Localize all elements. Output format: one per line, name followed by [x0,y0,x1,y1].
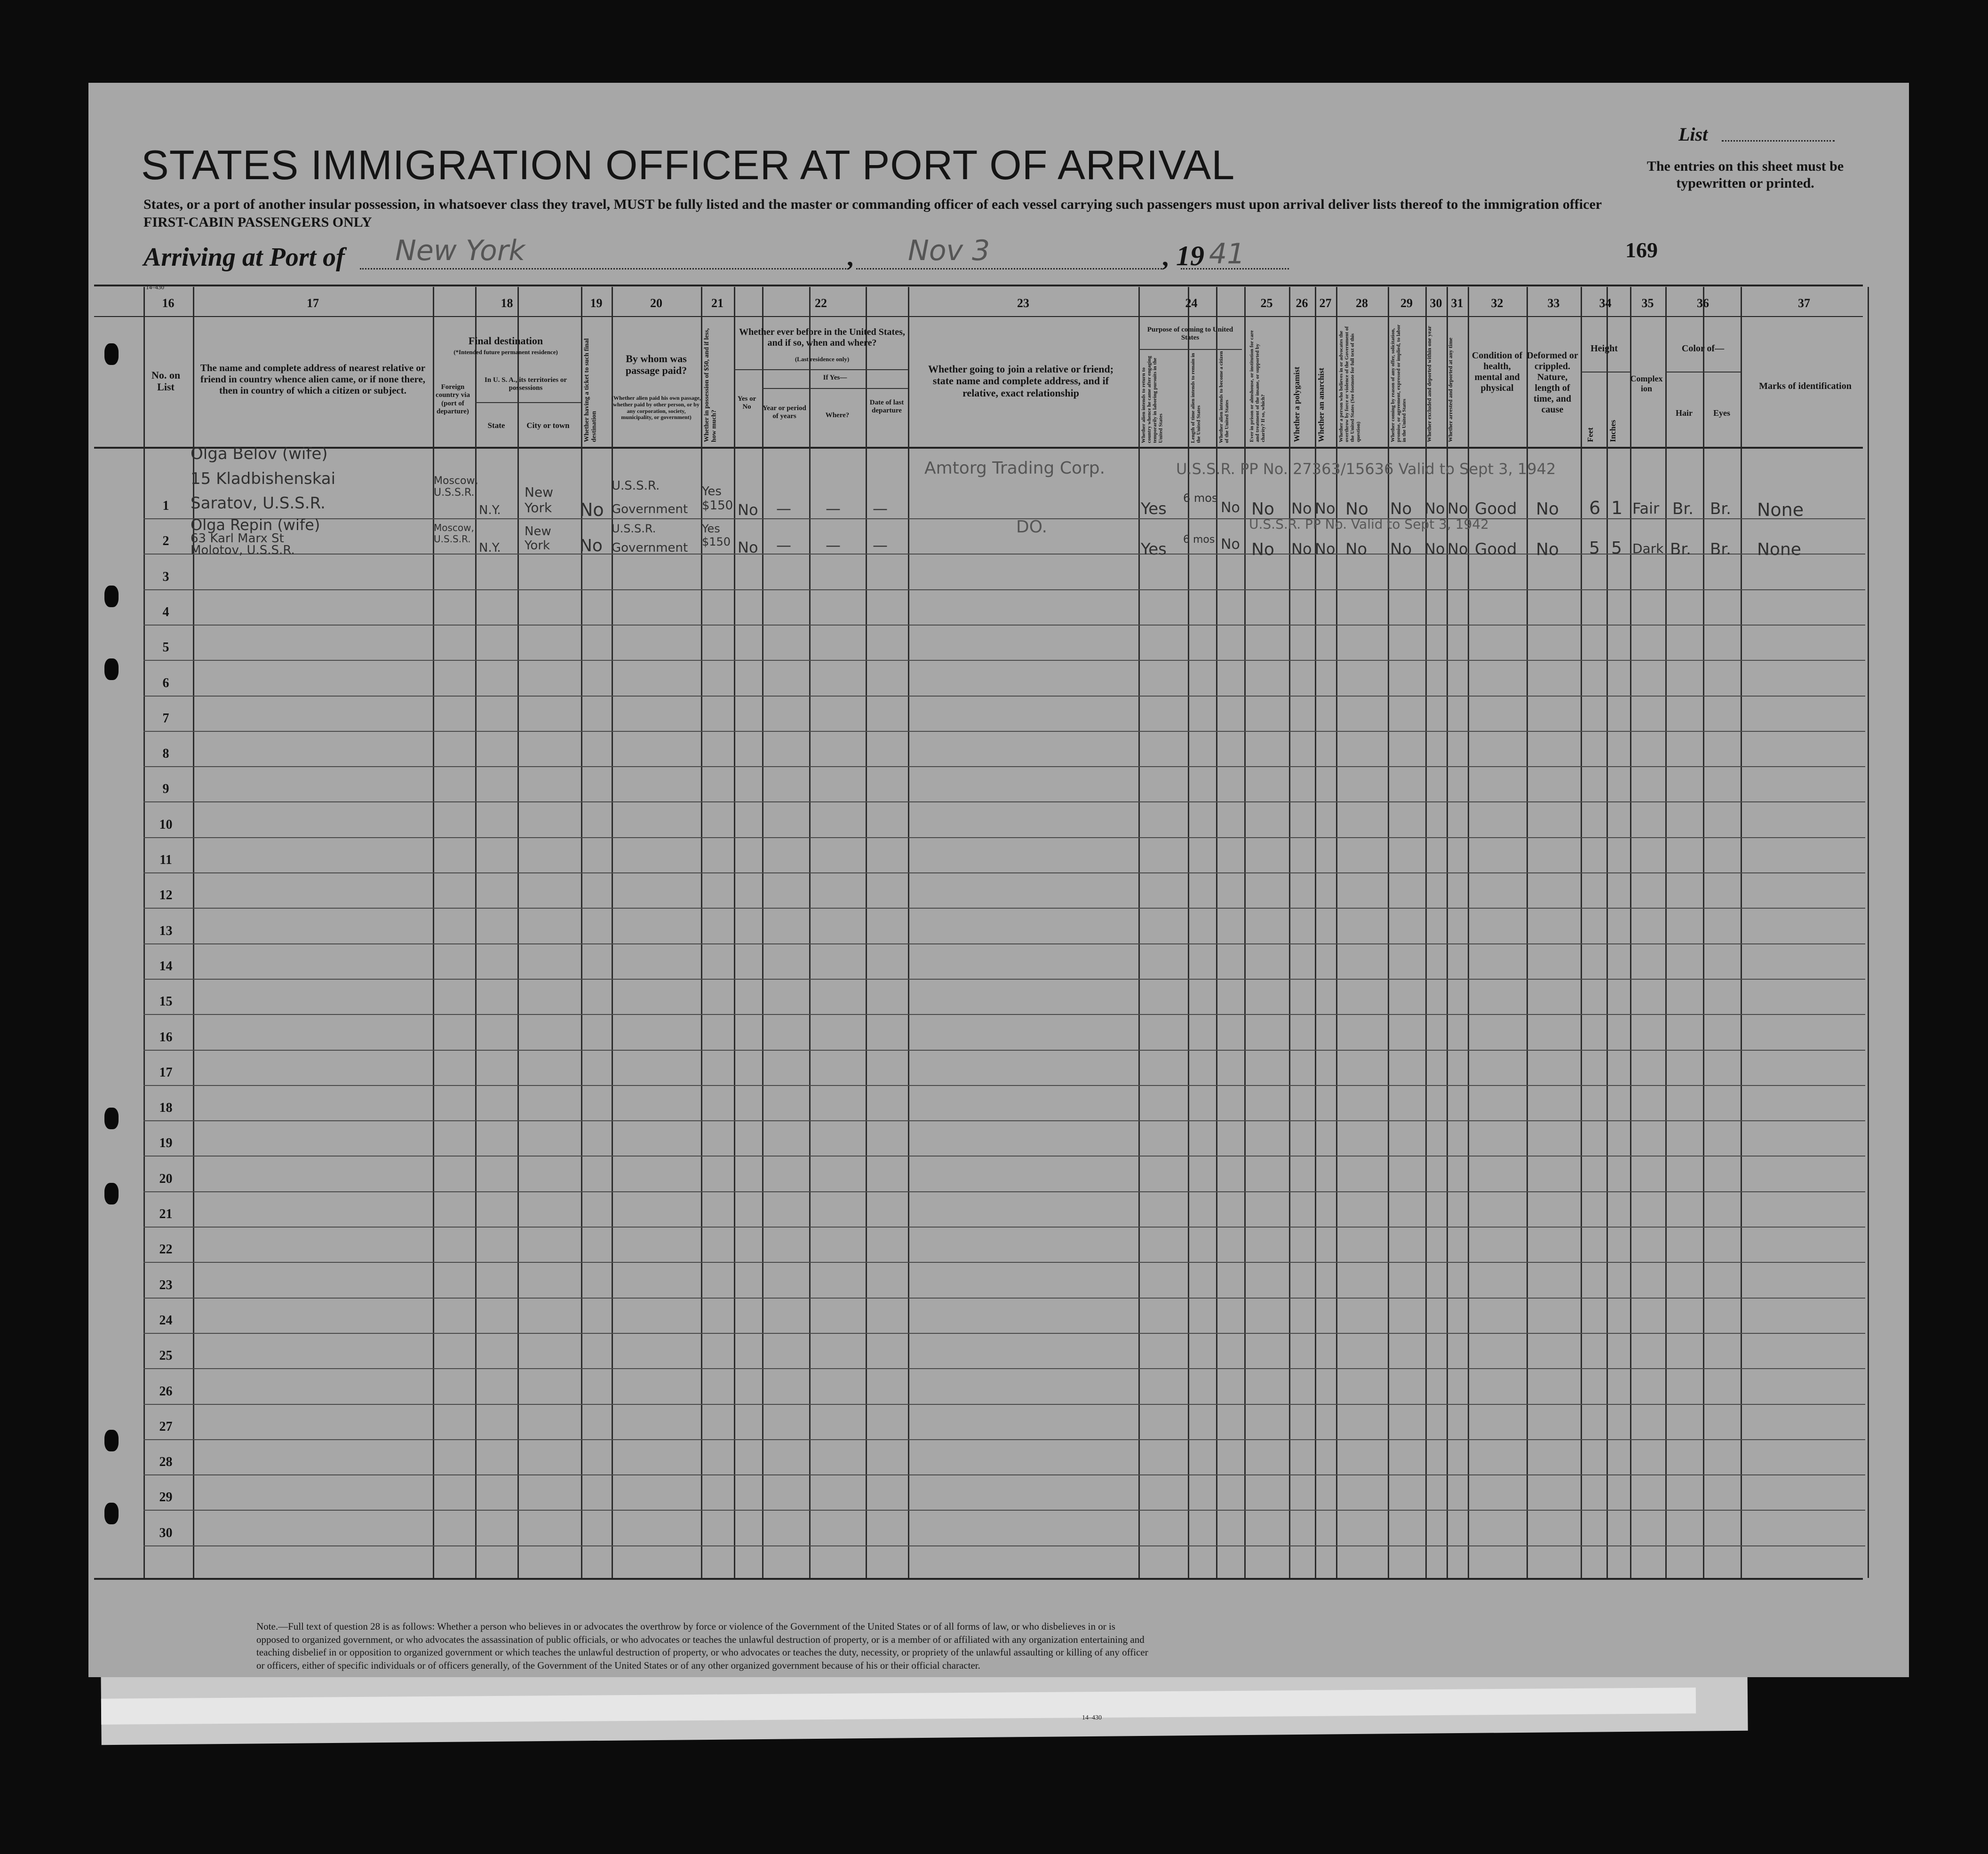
header-feet: Feet [1586,427,1595,442]
header-passage-paid-sub: (Whether alien paid his own passage, whether paid by other person, or by any corporation, society, municipality, or government) [612,395,701,421]
row-number: 11 [159,853,172,867]
row2-money: Yes $150 [702,522,731,548]
header-state: State [487,421,505,430]
row1-state: N.Y. [479,503,501,517]
footnote-question-28: Note.—Full text of question 28 is as follows: Whether a person who believes in or advocates the overthrow by force or violence of the Government of the United States or of all forms of law, or who disbelieves in or is opposed to organized government, or who advocates the assassination of public officials, or who advocates or teaches the unlawful destruction of property, or is a member of or affiliated with any organization entertaining and teaching disbelief in or opposition to organized government or which teaches the unlawful destruction of property, or who advocates or teaches the duty, necessity, or propriety of the unlawful assaulting or killing of any officer or officers, either of specific individuals or of officers generally, of the Government of the United States or of any other organized government because of his or their official character. [256,1621,1148,1672]
row-number: 5 [162,640,169,655]
header-final-destination: Final destination [468,335,543,347]
column-number: 24 [1185,296,1198,310]
year-prefix: 19 [1176,240,1204,271]
column-line [1703,287,1704,1578]
row-number: 19 [159,1136,173,1151]
port-line [360,268,849,269]
row1-year: — [776,499,791,517]
column-number: 30 [1430,296,1442,310]
header-foreign-country: Foreign country via (port of departure) [436,383,470,415]
row-line [143,766,1865,767]
column-number: 25 [1260,296,1273,310]
row2-prison: No [1251,540,1274,559]
form-code: 14–430 [1082,1714,1102,1721]
row1-prison: No [1251,499,1274,519]
binder-hole [104,1503,119,1524]
row-line [143,625,1865,626]
column-line [809,287,811,1578]
row1-city: New York [525,484,554,515]
row2-passport-note: U.S.S.R. PP No. Valid to Sept 3, 1942 [1249,516,1489,532]
column-line [1315,287,1316,1578]
row2-deformed: No [1536,540,1559,559]
column-line [734,287,735,1578]
row1-relative-city: Saratov, U.S.S.R. [191,494,326,513]
arriving-label: Arriving at Port of [143,243,345,272]
header-last-departure: Date of last departure [869,399,904,415]
column-line [1188,287,1189,1578]
row-line [143,1510,1865,1511]
header-relative: The name and complete address of nearest relative or friend in country whence alien came, or if none there, then in country of which a citizen or subject. [200,362,426,396]
header-sub-rule [475,402,581,403]
row-number: 1 [162,499,169,513]
column-line [1606,287,1608,1578]
column-line [1447,287,1448,1578]
binder-hole [104,1108,119,1129]
column-number: 19 [590,296,603,310]
header-city: City or town [526,421,570,430]
column-line [1741,287,1742,1578]
header-question-28: Whether a person who believes in or advocates the overthrow by force or violence of the Government of the United States (See footnote for full text of this question) [1338,326,1361,442]
row-line [143,696,1865,697]
row1-passport-note: U.S.S.R. PP No. 27363/15636 Valid to Sept 3, 1942 [1176,460,1556,478]
column-number: 37 [1798,296,1810,310]
row-line [143,1085,1865,1086]
row-line [143,589,1865,590]
header-final-destination-sub: (*Intended future permanent residence) [453,349,558,356]
column-number: 36 [1697,296,1709,310]
header-excluded: Whether excluded and deported within one year [1426,325,1432,442]
header-if-yes: If Yes— [823,374,847,381]
header-joining: Whether going to join a relative or friend; state name and complete address, and if relative, exact relationship [928,363,1114,399]
header-anarchist: Whether an anarchist [1317,367,1326,442]
header-sub-rule [762,388,908,389]
row2-passage-by: U.S.S.R. [612,522,656,535]
column-number: 20 [650,296,662,310]
table-top-rule [94,285,1863,286]
column-line [1138,287,1140,1578]
row-number: 12 [159,888,173,903]
row2-polygamist: No [1291,540,1312,558]
header-hair: Hair [1676,408,1693,418]
row2-anarchist: No [1315,540,1336,558]
header-fifty-dollars: Whether in possession of $50, and if less, how much? [703,328,718,442]
row1-passage-gov: Government [612,502,688,516]
column-line [1665,287,1667,1578]
port-value: New York [395,234,525,267]
column-line [1581,287,1582,1578]
header-last-residence: (Last residence only) [795,356,850,363]
column-line [866,287,867,1578]
row-number: 9 [162,782,169,797]
row1-departure: — [873,499,888,517]
row-line [143,801,1865,802]
row2-where: — [826,536,841,554]
column-line [908,287,909,1578]
row2-marks: None [1757,540,1801,559]
header-where: Where? [825,412,850,419]
row-number: 21 [159,1207,173,1221]
row-number: 23 [159,1277,173,1292]
row1-joining: Amtorg Trading Corp. [924,459,1105,478]
row-number: 27 [159,1419,173,1434]
row2-return: Yes [1141,540,1167,559]
header-deported: Whether arrested and deported at any time [1447,337,1454,442]
column-number: 35 [1641,296,1654,310]
header-purpose-citizen: Whether alien intends to become a citizen of the United States [1218,351,1230,443]
header-no-on-list: No. on List [151,369,181,393]
column-line [581,287,582,1578]
row-number: 20 [159,1171,173,1186]
form-code-top: 14–430 [146,284,164,291]
row-line [143,1474,1865,1475]
row1-passage-by: U.S.S.R. [612,479,660,493]
row1-ever-before: No [738,501,758,519]
row-line [143,1227,1865,1228]
binder-hole [104,1183,119,1204]
row-number: 30 [159,1525,173,1540]
row1-length: 6 mos [1183,491,1218,505]
row-line [143,908,1865,909]
column-line [1216,287,1217,1578]
column-number: 27 [1319,296,1332,310]
sheet-number: 169 [1625,238,1658,262]
row-line [143,872,1865,873]
row-line [143,660,1865,661]
row-number: 25 [159,1348,173,1363]
header-complexion: Complexion [1630,374,1663,393]
column-number: 34 [1599,296,1612,310]
row-number: 29 [159,1490,173,1505]
header-purpose: Purpose of coming to United States [1147,326,1233,342]
row1-ticket: No [580,499,604,520]
column-line [1425,287,1427,1578]
row1-q31: No [1447,499,1468,517]
row-number: 7 [162,711,169,726]
row-number: 18 [159,1101,173,1116]
row2-ever-before: No [738,539,758,556]
binder-hole [104,1430,119,1451]
row1-citizen: No [1221,499,1240,516]
row1-hair: Br. [1672,499,1694,518]
row-line [143,1404,1865,1405]
row2-q29: No [1390,540,1412,559]
binder-hole [104,586,119,607]
row2-q28: No [1345,540,1368,559]
comma: , [1162,243,1169,272]
column-number: 18 [501,296,513,310]
column-line [1468,287,1469,1578]
subtitle: States, or a port of another insular possession, in whatsoever class they travel, MUST be fully listed and the master or commanding officer of each vessel carrying such passengers must upon arrival deliver lists thereof to the immigration officer [143,197,1602,212]
row2-inches: 5 [1611,539,1622,558]
header-year: Year or period of years [763,404,806,420]
header-ticket: Whether having a ticket to such final destination [583,338,598,442]
column-line [1527,287,1528,1578]
list-line [1722,140,1835,142]
row2-relative-name: Olga Repin (wife) [191,516,320,534]
page-title: STATES IMMIGRATION OFFICER AT PORT OF ARRIVAL [141,142,1235,188]
row1-q30: No [1424,499,1445,517]
column-line [701,287,702,1578]
first-cabin-label: FIRST-CABIN PASSENGERS ONLY [143,214,372,230]
header-purpose-length: Length of time alien intends to remain in the United States [1190,353,1202,443]
row2-feet: 5 [1589,539,1600,558]
column-line [1630,287,1631,1578]
date-value: Nov 3 [908,234,990,267]
row1-eyes: Br. [1710,499,1731,518]
row-line [143,1298,1865,1299]
typewritten-note: The entries on this sheet must be typewritten or printed. [1646,158,1844,191]
row-line [143,1014,1865,1015]
row-number: 28 [159,1455,173,1470]
header-deformed: Deformed or crippled. Nature, length of time, and cause [1527,350,1578,415]
row-line [143,1156,1865,1157]
list-label: List [1678,124,1708,145]
row2-eyes: Br. [1710,540,1731,559]
header-prison: Ever in prison or almshouse, or institution for care and treatment of the insane, or supported by charity? If so, which? [1249,330,1266,442]
header-marks: Marks of identification [1759,381,1852,391]
row-line [143,979,1865,980]
header-in-usa: In U. S. A., its territories or possessions [485,376,567,392]
header-polygamist: Whether a polygamist [1292,366,1301,442]
row2-year: — [776,536,791,554]
row1-relative-name: Olga Belov (wife) [191,444,328,463]
row-line [143,731,1865,732]
column-number: 21 [711,296,724,310]
row-line [143,1545,1865,1546]
row1-q29: No [1390,499,1412,518]
header-sub-rule [734,369,908,370]
row1-anarchist: No [1315,499,1336,517]
row-number: 16 [159,1030,173,1045]
row-number: 13 [159,923,173,938]
row-line [143,1120,1865,1121]
row2-ticket: No [580,536,603,555]
column-number: 16 [162,296,175,310]
date-line [856,268,1162,269]
row-number: 10 [159,817,173,832]
row2-departure: — [873,536,888,554]
year-value: 41 [1209,238,1245,270]
row2-relative-street: 63 Karl Marx St [191,531,284,546]
row1-relative-street: 15 Kladbishenskai [191,469,336,488]
row-number: 8 [162,746,169,761]
row2-joining: DO. [1016,517,1048,537]
column-line [1289,287,1290,1578]
row1-complexion: Fair [1632,499,1660,517]
row1-polygamist: No [1291,499,1312,517]
row-number: 2 [162,534,169,549]
row-line [143,943,1865,944]
row2-state: N.Y. [479,541,501,555]
year-line [1181,268,1289,269]
header-inches: Inches [1608,420,1617,442]
row2-relative-city: Molotov, U.S.S.R. [191,543,295,557]
row-number: 3 [162,569,169,584]
column-number: 28 [1356,296,1368,310]
row2-q30: No [1424,540,1445,558]
row1-q28: No [1345,499,1368,519]
row2-passage-gov: Government [612,541,688,555]
header-labor-offer: Whether coming by reason of any offer, solicitation, promise, or agreement, expressed or implied, to labor in the United States [1390,325,1408,442]
header-passage-paid: By whom was passage paid? [625,353,687,377]
column-line [762,287,763,1578]
binder-hole [104,343,119,365]
row2-q31: No [1447,540,1468,558]
row1-where: — [826,499,841,517]
column-number: 29 [1400,296,1413,310]
column-number: 32 [1491,296,1503,310]
row-number: 17 [159,1065,173,1080]
row1-money: Yes $150 [702,484,733,513]
row-number: 22 [159,1242,173,1257]
column-number-rule [94,316,1863,317]
manifest-sheet [88,83,1909,1677]
row2-hair: Br. [1670,540,1691,559]
header-ever-before: Whether ever before in the United States, and if so, when and where? [739,327,905,348]
row-line [143,837,1865,838]
header-eyes: Eyes [1713,408,1730,418]
row2-citizen: No [1221,536,1240,553]
row-line [143,1262,1865,1263]
column-line [1244,287,1246,1578]
header-purpose-return: Whether alien intends to return to country whence he came after engaging temporarily in laboring pursuits in the United States [1141,356,1164,443]
row1-feet: 6 [1589,498,1601,518]
row-line [143,1333,1865,1334]
row2-length: 6 mos [1183,534,1215,546]
header-height: Height [1590,343,1618,354]
row1-deformed: No [1536,499,1559,519]
column-number: 31 [1451,296,1463,310]
header-color-of: Color of— [1681,343,1725,354]
row-number: 6 [162,675,169,690]
column-number: 22 [815,296,827,310]
row-number: 4 [162,604,169,619]
column-number: 23 [1017,296,1029,310]
row2-complexion: Dark [1632,541,1664,556]
row-line [143,1191,1865,1192]
column-line [1388,287,1389,1578]
row1-marks: None [1757,499,1804,520]
row2-health: Good [1475,540,1517,559]
column-number: 33 [1547,296,1560,310]
header-sub-rule [1138,349,1242,350]
row1-foreign-port: Moscow, U.S.S.R. [434,475,478,499]
row-number: 15 [159,994,173,1009]
column-line [517,287,519,1578]
column-number: 26 [1296,296,1308,310]
header-health: Condition of health, mental and physical [1471,350,1523,393]
header-bottom-rule [94,447,1863,449]
row-line [143,554,1865,555]
comma: , [847,243,853,272]
row-number: 14 [159,959,173,974]
row-number: 24 [159,1313,173,1328]
row-line [143,1368,1865,1369]
row1-return: Yes [1141,499,1167,518]
column-line [1336,287,1337,1578]
row1-inches: 1 [1611,498,1623,518]
row-line [143,1439,1865,1440]
column-line [1868,287,1869,1578]
row1-health: Good [1475,499,1517,518]
row2-foreign-port: Moscow, U.S.S.R. [434,522,474,545]
row-number: 26 [159,1384,173,1399]
header-yes-no: Yes or No [737,395,756,411]
binder-hole [104,658,119,680]
row-line [143,1050,1865,1051]
row-line [143,518,1865,519]
row2-city: New York [525,524,551,553]
column-number: 17 [307,296,319,310]
table-bottom-rule [94,1578,1863,1580]
